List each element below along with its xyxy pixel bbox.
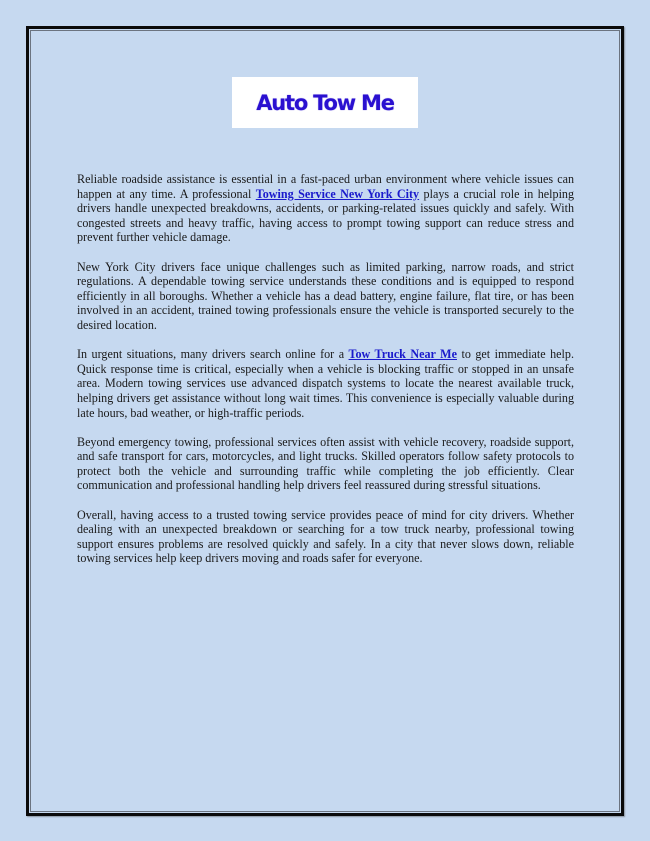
paragraph-overall: Overall, having access to a trusted towing service provides peace of mind for city drivers. Whether dealing with an unexpected breakdown or searching for a tow truck nearby, professional towing support ensures problems are resolved quickly and safely. In a city that never slows down, reliable towing services help keep drivers moving and roads safer for everyone. — [77, 507, 574, 566]
paragraph-beyond-emergency: Beyond emergency towing, professional services often assist with vehicle recovery, roadside support, and safe transport for cars, motorcycles, and light trucks. Skilled operators follow safety protocols to protect both the vehicle and surrounding traffic while completing the job efficiently. Clear communication and professional handling help drivers feel reassured during stressful situations. — [77, 434, 574, 493]
paragraph-intro — [77, 172, 574, 245]
paragraph-intro-text-before: Reliable roadside assistance is essential in a fast-paced urban environment where vehicle issues can happen at any time. A professional — [77, 172, 574, 201]
paragraph-intro-text-after: plays a crucial role in helping drivers handle unexpected breakdowns, accidents, or parking-related issues quickly and safely. With congested streets and heavy traffic, having access to prompt towing support can reduce stress and prevent further vehicle damage. — [77, 186, 575, 245]
paragraph-urgent-text-after: to get immediate help. Quick response time is critical, especially when a vehicle is blocking traffic or stopped in an unsafe area. Modern towing services use advanced dispatch systems to locate the nearest available truck, helping drivers get assistance without long wait times. This convenience is especially valuable during late hours, bad weather, or high-traffic periods. — [77, 347, 574, 420]
link-towing-service-new-york-city[interactable]: Towing Service New York City — [255, 186, 420, 201]
logo-banner — [232, 77, 418, 128]
paragraph-nyc-challenges: New York City drivers face unique challenges such as limited parking, narrow roads, and strict regulations. A dependable towing service understands these conditions and is equipped to respond efficiently in all boroughs. Whether a vehicle has a dead battery, engine failure, flat tire, or has been involved in an accident, trained towing professionals ensure the vehicle is transported securely to the desired location. — [77, 259, 574, 332]
paragraph-urgent-situations — [77, 347, 574, 420]
link-tow-truck-near-me[interactable]: Tow Truck Near Me — [348, 347, 457, 362]
article-body — [77, 172, 574, 581]
paragraph-urgent-text-before: In urgent situations, many drivers search online for a — [77, 347, 349, 362]
logo-text: Auto Tow Me — [256, 90, 394, 115]
